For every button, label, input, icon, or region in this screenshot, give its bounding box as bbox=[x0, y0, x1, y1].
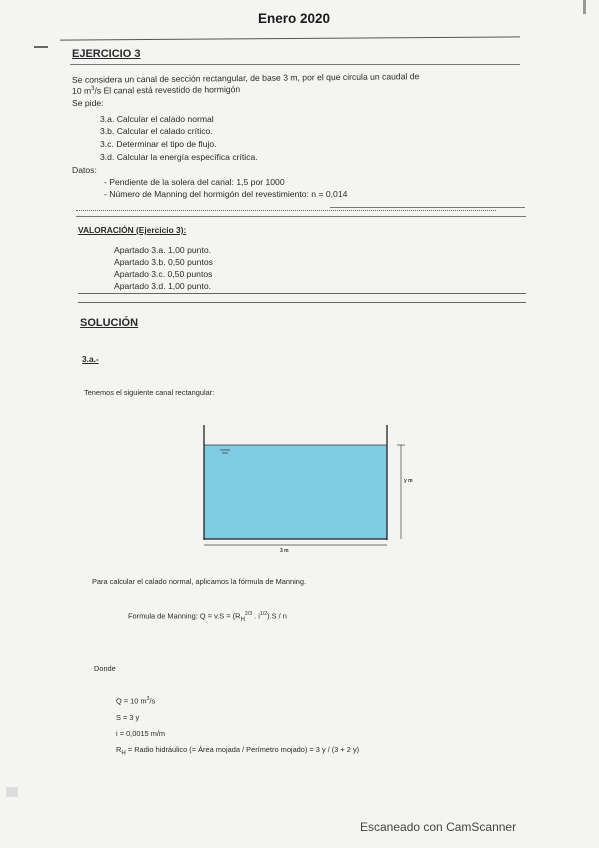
intro-text: Tenemos el siguiente canal rectangular: bbox=[84, 388, 215, 397]
statement-line bbox=[72, 84, 240, 96]
definition-rest: /s bbox=[149, 696, 156, 706]
exercise-title: EJERCICIO 3 bbox=[72, 48, 141, 60]
donde-label: Donde bbox=[94, 664, 116, 673]
definition-rest: = Radio hidráulico (= Área mojada / Perímetro mojado) = 3 y / (3 + 2 y) bbox=[125, 745, 360, 754]
definition-item bbox=[116, 729, 165, 738]
formula-sup2: 1/2 bbox=[259, 611, 268, 617]
page-title: Enero 2020 bbox=[258, 11, 331, 26]
definition-sub: H bbox=[121, 749, 126, 757]
definition-sup: 3 bbox=[146, 696, 150, 702]
manning-formula bbox=[128, 611, 287, 623]
formula-end: ).S / n bbox=[267, 611, 287, 621]
channel-diagram bbox=[192, 419, 422, 554]
section-divider bbox=[78, 302, 526, 303]
valoracion-item: Apartado 3.c. 0,50 puntos bbox=[114, 269, 213, 279]
scan-mark bbox=[34, 46, 48, 48]
definition-main: i = 0,0015 m/m bbox=[116, 729, 166, 738]
title-divider bbox=[60, 36, 520, 40]
ask-item: 3.a. Calcular el calado normal bbox=[100, 114, 214, 124]
formula-start: Q = v.S = (R bbox=[199, 611, 241, 621]
ask-item: 3.b. Calcular el calado crítico. bbox=[100, 126, 213, 136]
flow-value: 10 m bbox=[71, 85, 92, 96]
depth-label: y m bbox=[404, 478, 413, 484]
definition-item bbox=[116, 745, 359, 756]
formula-mid: . i bbox=[252, 611, 260, 621]
formula-sub: H bbox=[240, 615, 245, 623]
formula-sup1: 2/3 bbox=[244, 611, 253, 617]
valoracion-item: Apartado 3.b. 0,50 puntos bbox=[114, 257, 213, 267]
definition-item bbox=[116, 696, 155, 705]
statement-rest: /s El canal está revestido de hormigón bbox=[94, 84, 241, 96]
section-divider bbox=[78, 293, 526, 294]
asks-label: Se pide: bbox=[72, 98, 104, 108]
definition-main: R bbox=[116, 745, 122, 754]
data-label: Datos: bbox=[72, 165, 97, 175]
definition-main: Q = 10 m bbox=[116, 696, 147, 706]
definition-item bbox=[116, 713, 139, 722]
scan-mark bbox=[6, 787, 18, 797]
base-label: 3 m bbox=[280, 548, 289, 554]
solution-title: SOLUCIÓN bbox=[80, 317, 139, 329]
formula-label: Formula de Manning: bbox=[128, 611, 198, 621]
exercise-divider bbox=[70, 64, 520, 65]
flow-exponent: 3 bbox=[91, 85, 95, 92]
definition-main: S = 3 y bbox=[116, 713, 140, 722]
water-body bbox=[204, 445, 387, 539]
section-divider bbox=[76, 216, 526, 217]
data-item: - Pendiente de la solera del canal: 1,5 por 1000 bbox=[104, 177, 285, 187]
section-divider bbox=[330, 207, 525, 208]
dotted-separator bbox=[76, 210, 496, 211]
statement-line: Se considera un canal de sección rectangular, de base 3 m, por el que circula un caudal de bbox=[71, 71, 420, 85]
scan-mark bbox=[583, 0, 586, 14]
valoracion-title: VALORACIÓN (Ejercicio 3): bbox=[78, 225, 187, 235]
scanner-watermark: Escaneado con CamScanner bbox=[360, 820, 517, 834]
manning-intro: Para calcular el calado normal, aplicamos la fórmula de Manning. bbox=[92, 577, 307, 586]
ask-item: 3.c. Determinar el tipo de flujo. bbox=[100, 139, 217, 149]
valoracion-item: Apartado 3.d. 1,00 punto. bbox=[114, 281, 211, 291]
ask-item: 3.d. Calcular la energía específica crítica. bbox=[100, 152, 258, 162]
subsection-title: 3.a.- bbox=[82, 354, 99, 364]
valoracion-item: Apartado 3.a. 1,00 punto. bbox=[114, 245, 211, 255]
data-item: - Número de Manning del hormigón del revestimiento: n = 0,014 bbox=[104, 189, 348, 199]
